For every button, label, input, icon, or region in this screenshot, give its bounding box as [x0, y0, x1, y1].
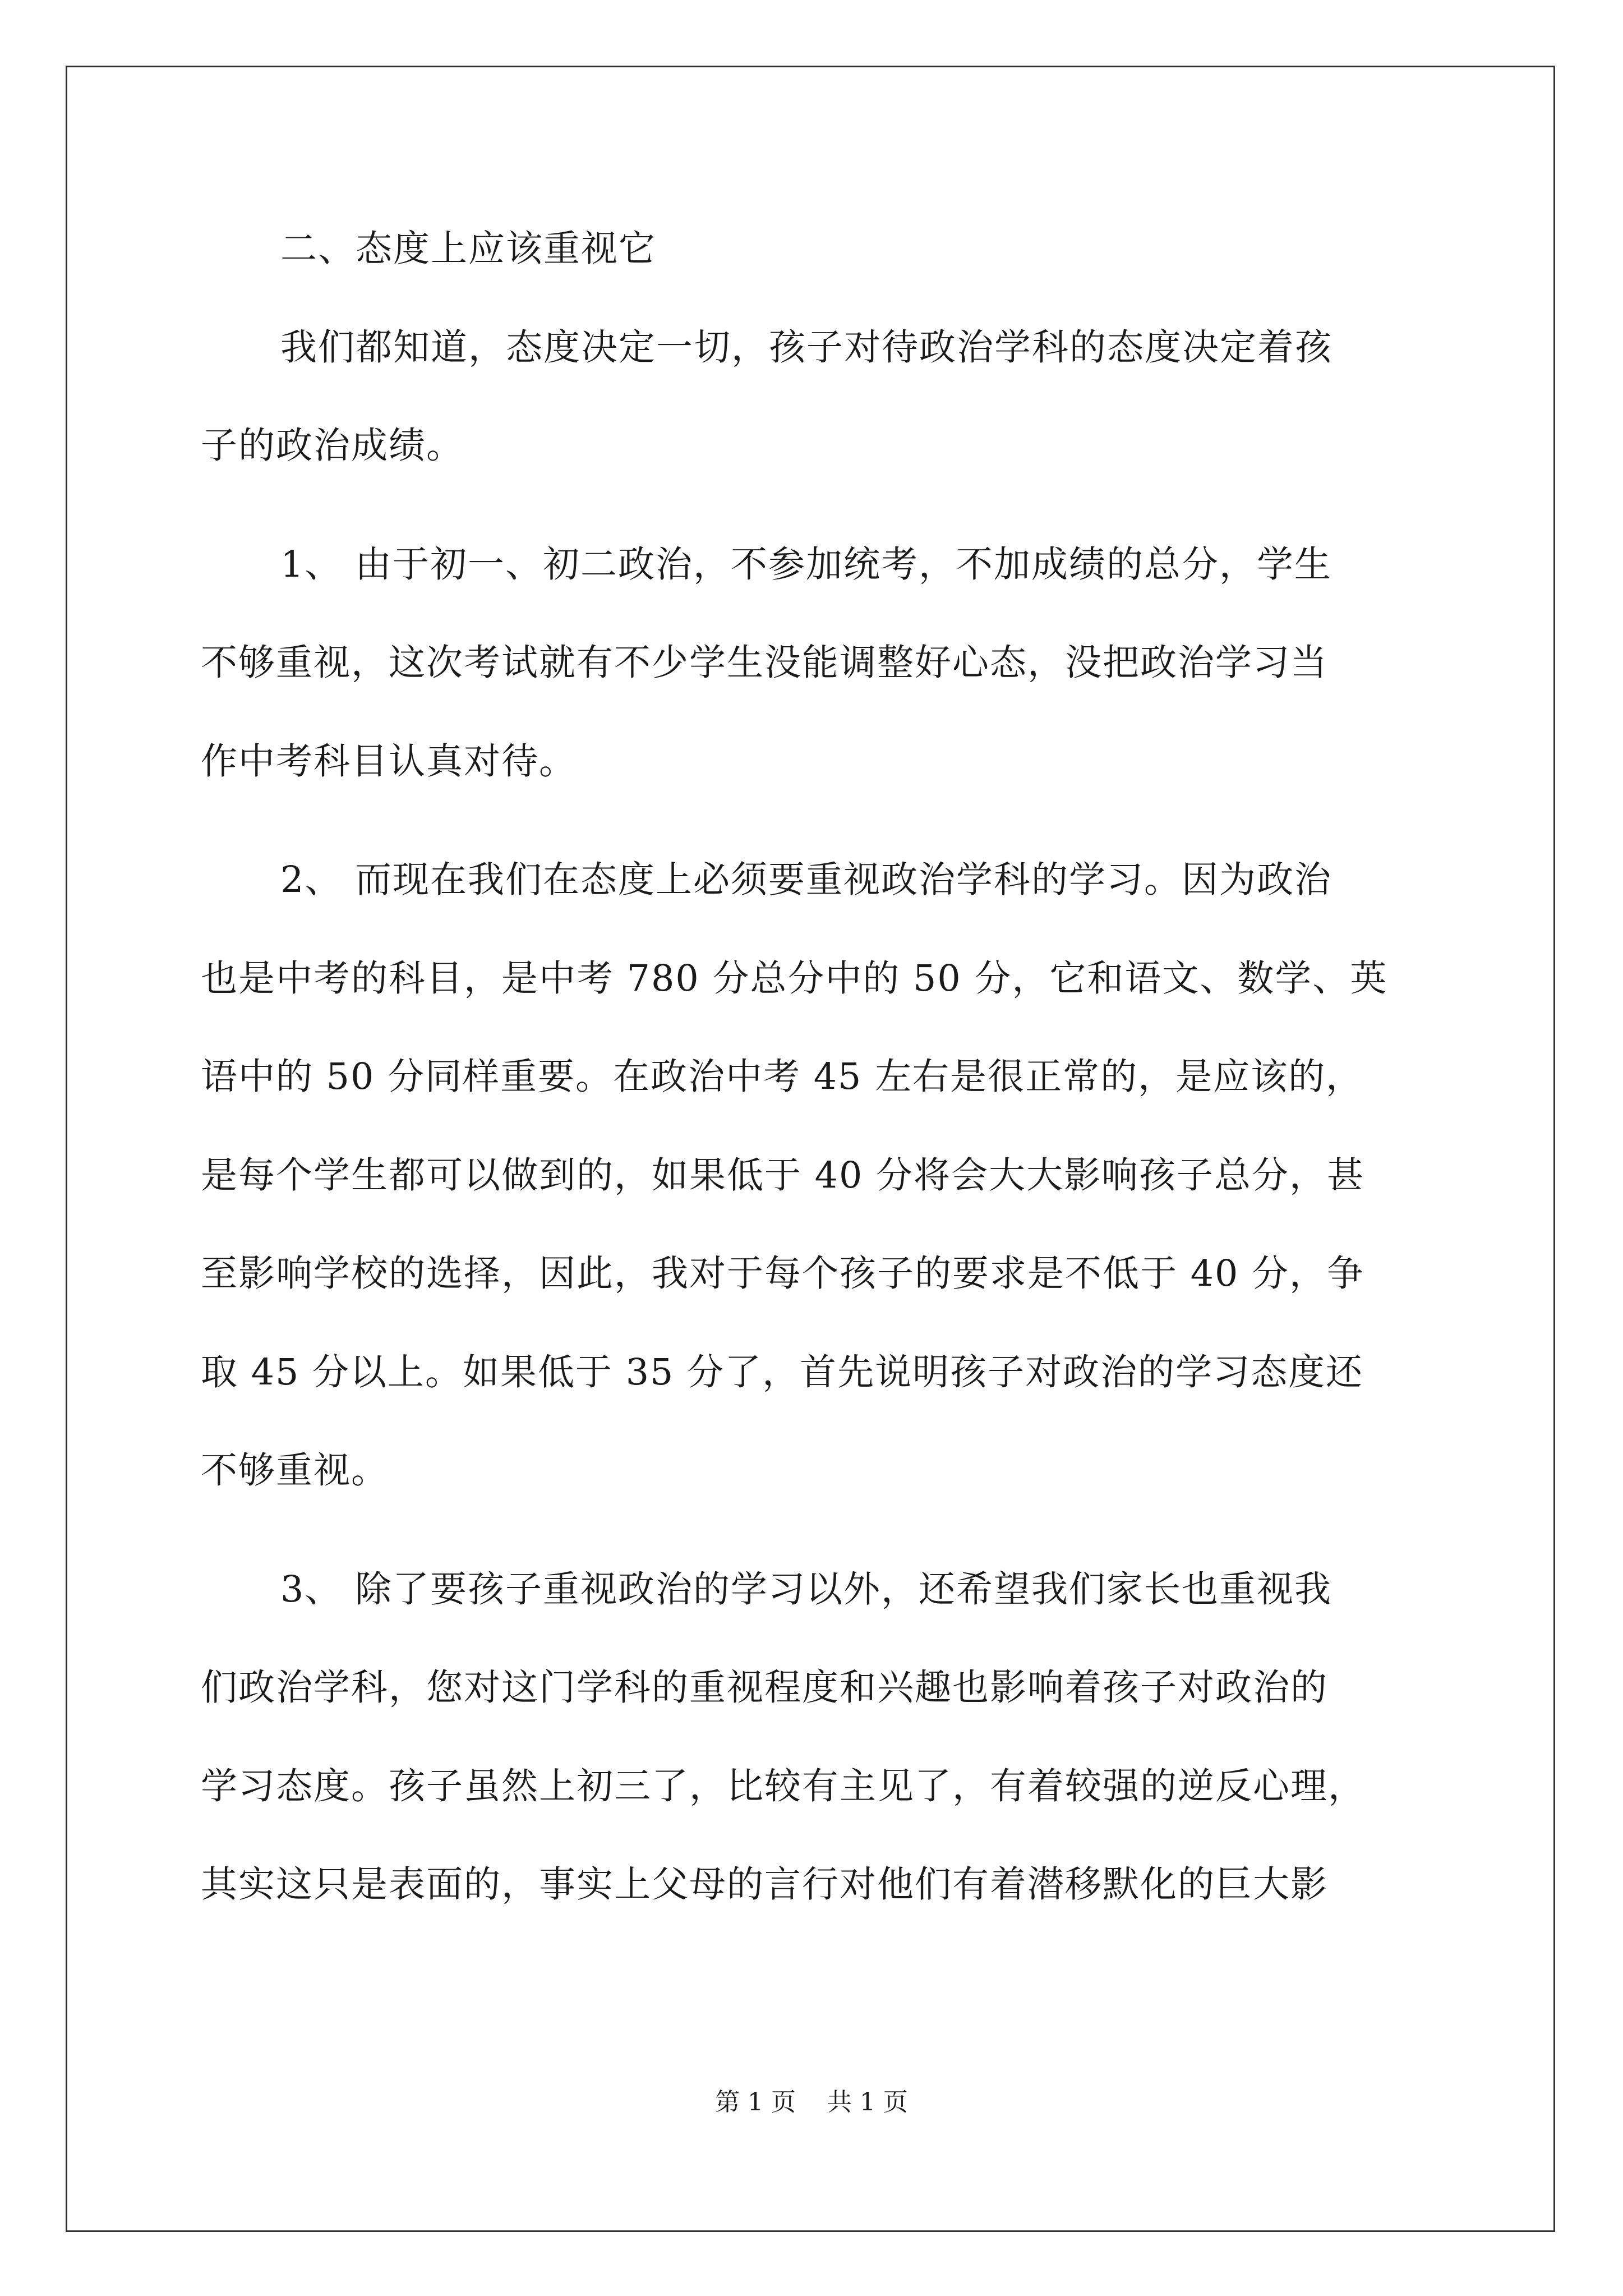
paragraph-line: 子的政治成绩。 [201, 425, 464, 467]
paragraph-line: 不够重视。 [201, 1450, 389, 1492]
paragraph-line: 作中考科目认真对待。 [201, 740, 577, 783]
paragraph-line: 1、 由于初一、初二政治，不参加统考，不加成绩的总分，学生 [280, 544, 1332, 586]
paragraph-line: 也是中考的科目，是中考 780 分总分中的 50 分，它和语文、数学、英 [201, 958, 1388, 1000]
paragraph-line: 至影响学校的选择，因此，我对于每个孩子的要求是不低于 40 分，争 [201, 1253, 1365, 1295]
paragraph-line: 3、 除了要孩子重视政治的学习以外，还希望我们家长也重视我 [280, 1568, 1332, 1611]
paragraph-line: 其实这只是表面的，事实上父母的言行对他们有着潜移默化的巨大影 [201, 1864, 1329, 1906]
paragraph-line: 学习态度。孩子虽然上初三了，比较有主见了，有着较强的逆反心理， [201, 1765, 1366, 1807]
paragraph-line: 取 45 分以上。如果低于 35 分了，首先说明孩子对政治的学习态度还 [201, 1351, 1364, 1393]
paragraph-line: 是每个学生都可以做到的，如果低于 40 分将会大大影响孩子总分，甚 [201, 1154, 1365, 1197]
paragraph-line: 语中的 50 分同样重要。在政治中考 45 左右是很正常的，是应该的， [201, 1056, 1364, 1098]
paragraph-line: 2、 而现在我们在态度上必须要重视政治学科的学习。因为政治 [280, 859, 1332, 901]
paragraph-line: 我们都知道，态度决定一切，孩子对待政治学科的态度决定着孩 [280, 326, 1333, 369]
paragraph-line: 们政治学科，您对这门学科的重视程度和兴趣也影响着孩子对政治的 [201, 1667, 1329, 1709]
page-footer: 第 1 页 共 1 页 [715, 2088, 908, 2116]
section-heading: 二、态度上应该重视它 [280, 228, 657, 270]
paragraph-line: 不够重视，这次考试就有不少学生没能调整好心态，没把政治学习当 [201, 642, 1329, 684]
